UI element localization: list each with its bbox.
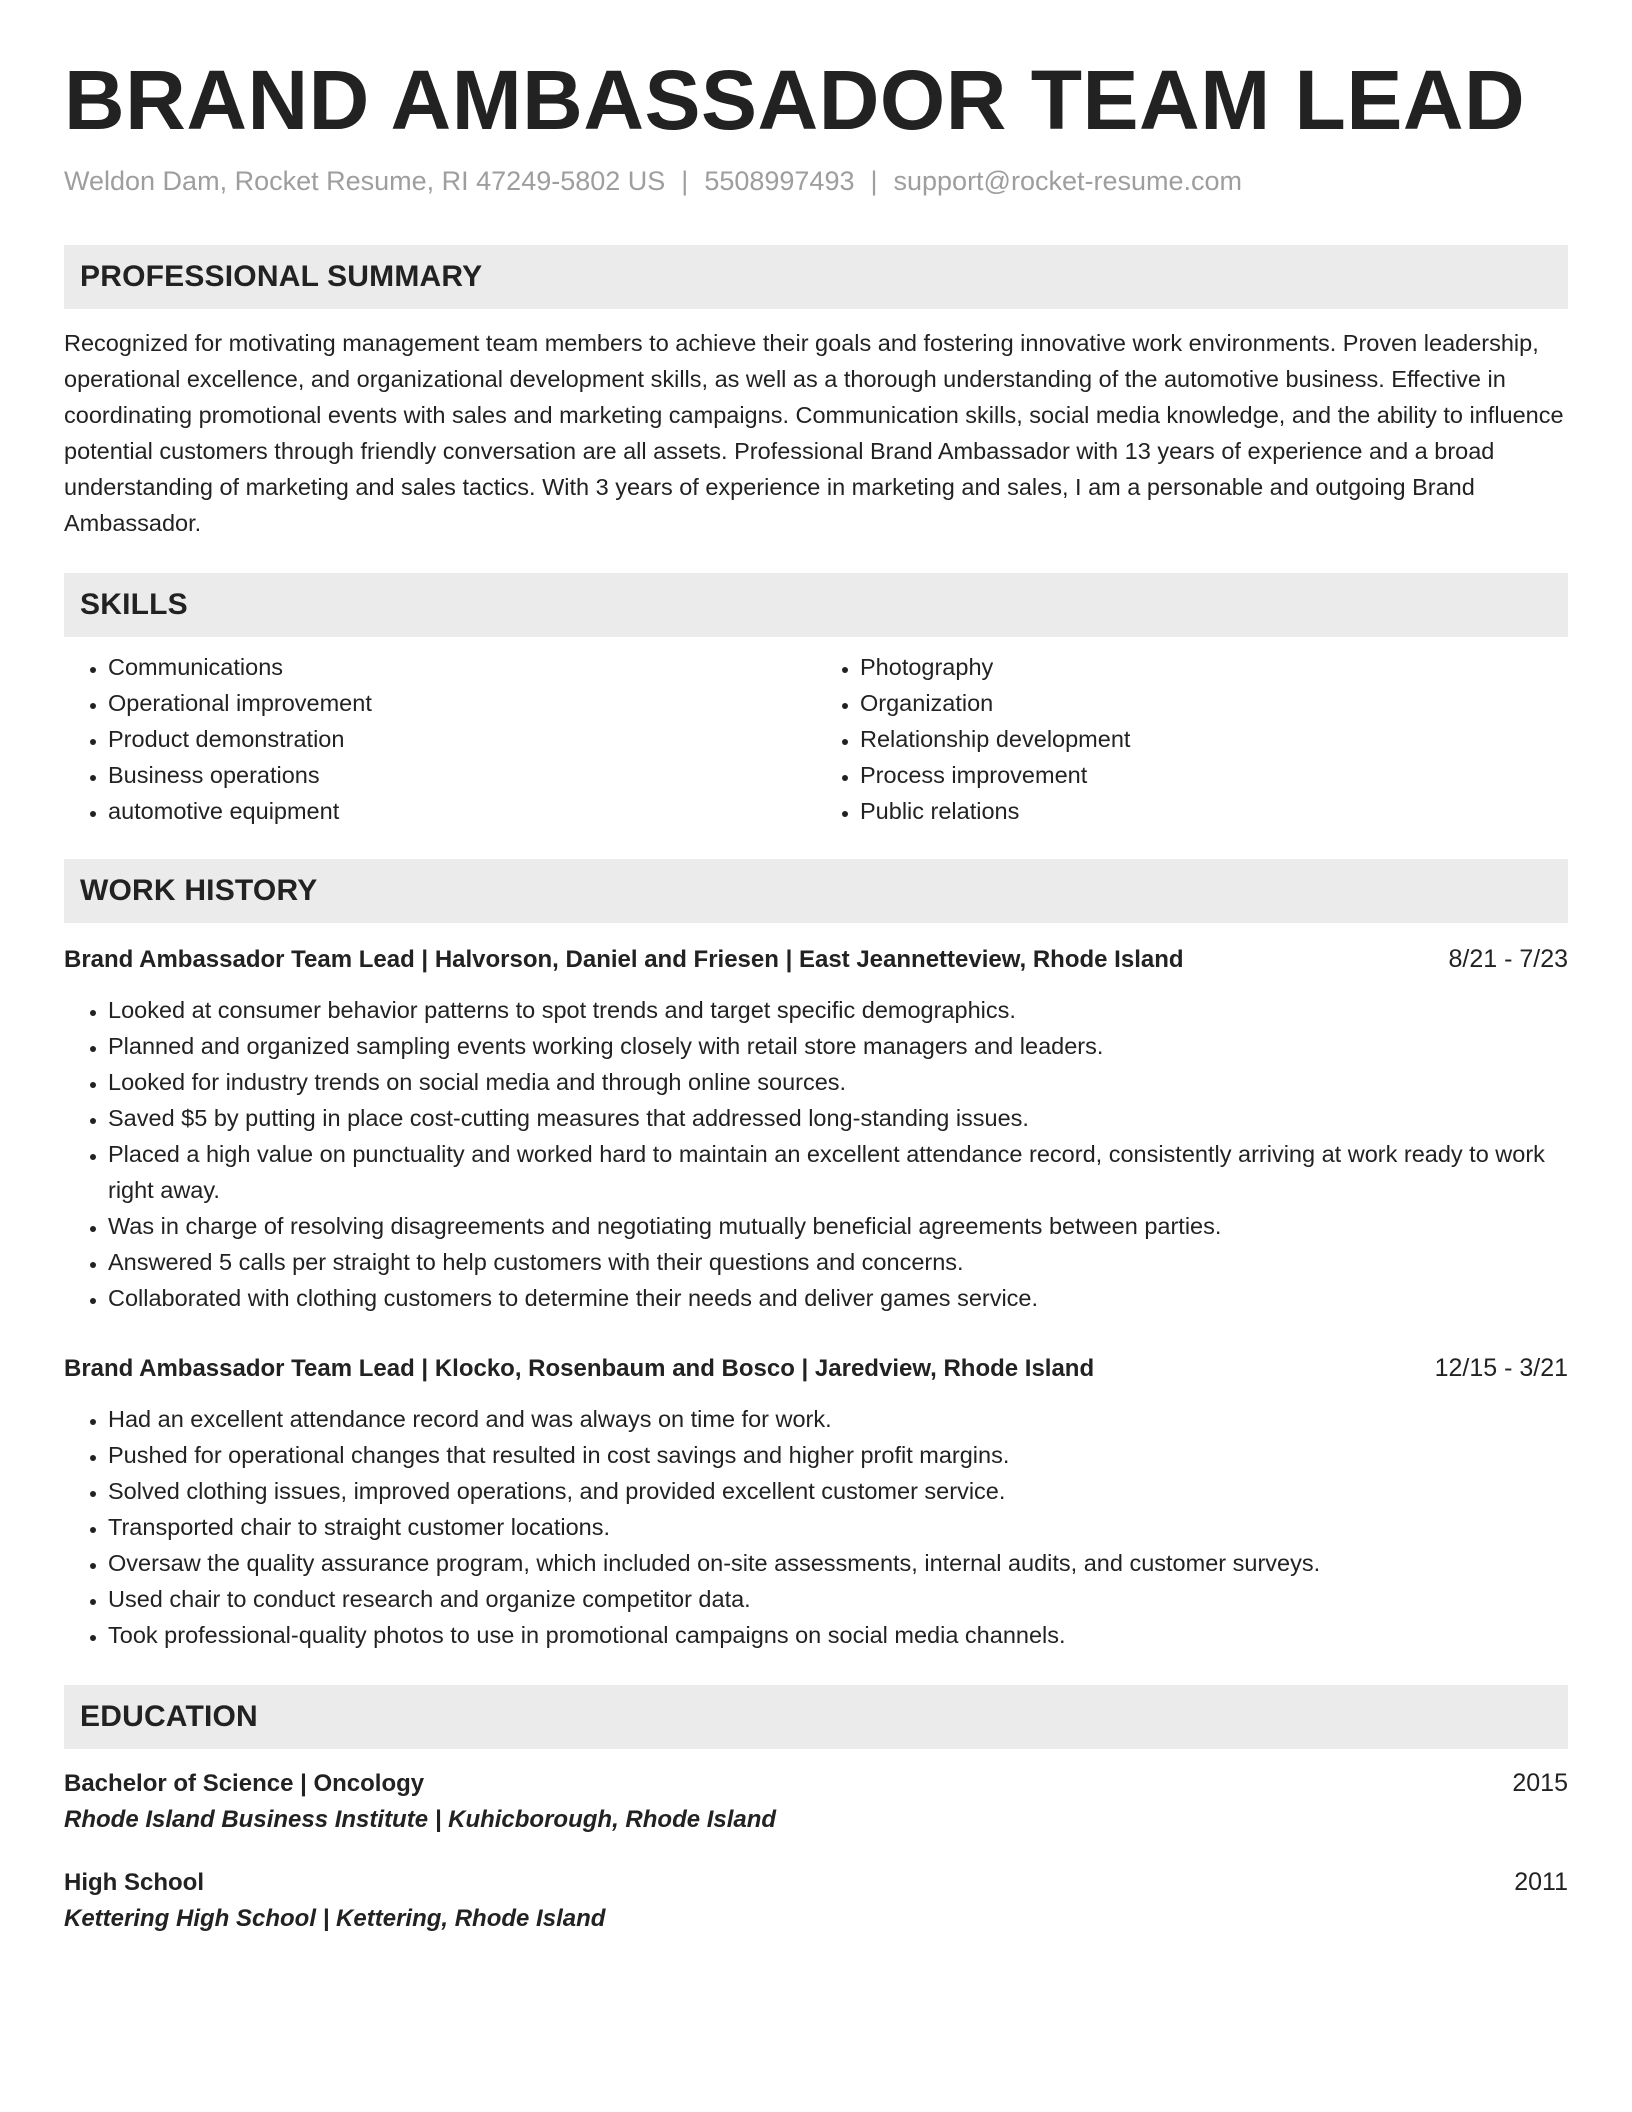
contact-separator: |: [870, 166, 878, 197]
job-duties-list: [64, 1401, 1568, 1653]
skill-item: • Public relations: [860, 793, 1568, 829]
job-duty-item: • Collaborated with clothing customers to determine their needs and deliver games service.: [108, 1280, 1568, 1316]
skill-item: • Process improvement: [860, 757, 1568, 793]
education-section-header: [64, 1685, 1568, 1749]
skills-column-left: [64, 649, 816, 829]
education-year: 2015: [1512, 1769, 1568, 1798]
job-duty-item: • Answered 5 calls per straight to help customers with their questions and concerns.: [108, 1244, 1568, 1280]
education-year: 2011: [1514, 1868, 1568, 1897]
job-duty-item: • Took professional-quality photos to use in promotional campaigns on social media channels.: [108, 1617, 1568, 1653]
skills-heading: SKILLS: [80, 588, 188, 622]
skills-column-right: [816, 649, 1568, 829]
contact-phone: 5508997493: [704, 166, 855, 197]
work-history-section-header: [64, 859, 1568, 923]
education-degree: Bachelor of Science | Oncology: [64, 1770, 425, 1798]
skill-item: • Communications: [108, 649, 816, 685]
summary-text: Recognized for motivating management team members to achieve their goals and fostering innovative work environments. Proven leadership, operational excellence, and organizational development skills, as well as a thorough understanding of the automotive business. Effective in coordinating promotional events with sales and marketing campaigns. Communication skills, social media knowledge, and the ability to influence potential customers through friendly conversation are all assets. Professional Brand Ambassador with 13 years of experience and a broad understanding of marketing and sales tactics. With 3 years of experience in marketing and sales, I am a personable and outgoing Brand Ambassador.: [64, 330, 1564, 537]
contact-separator: |: [681, 166, 689, 197]
skill-item: • Business operations: [108, 757, 816, 793]
work-history-heading: WORK HISTORY: [80, 874, 318, 908]
job-duty-item: • Saved $5 by putting in place cost-cutting measures that addressed long-standing issues.: [108, 1100, 1568, 1136]
job-title: Brand Ambassador Team Lead | Halvorson, Daniel and Friesen | East Jeannetteview, Rhode Island: [64, 946, 1184, 974]
summary-heading: PROFESSIONAL SUMMARY: [80, 260, 483, 294]
skills-list: [64, 649, 1568, 829]
skill-item: • Organization: [860, 685, 1568, 721]
education-heading: EDUCATION: [80, 1700, 258, 1734]
resume-name-title: BRAND AMBASSADOR TEAM LEAD: [64, 53, 1526, 147]
skill-item: • Product demonstration: [108, 721, 816, 757]
education-school: Rhode Island Business Institute | Kuhicborough, Rhode Island: [64, 1806, 777, 1834]
job-dates: 12/15 - 3/21: [1434, 1354, 1568, 1383]
job-header: [64, 941, 1568, 978]
education-degree: High School: [64, 1869, 204, 1897]
job-duty-item: • Placed a high value on punctuality and worked hard to maintain an excellent attendance record, consistently arriving at work ready to work right away.: [108, 1136, 1568, 1208]
education-header: [64, 1864, 1568, 1901]
job-title: Brand Ambassador Team Lead | Klocko, Rosenbaum and Bosco | Jaredview, Rhode Island: [64, 1355, 1095, 1383]
job-entry: [64, 941, 1568, 1316]
job-duty-item: • Had an excellent attendance record and was always on time for work.: [108, 1401, 1568, 1437]
summary-section-header: [64, 245, 1568, 309]
skill-item: • Relationship development: [860, 721, 1568, 757]
job-duties-list: [64, 992, 1568, 1316]
job-duty-item: • Looked at consumer behavior patterns to spot trends and target specific demographics.: [108, 992, 1568, 1028]
job-duty-item: • Oversaw the quality assurance program, which included on-site assessments, internal audits, and customer surveys.: [108, 1545, 1568, 1581]
contact-address: Weldon Dam, Rocket Resume, RI 47249-5802 US: [64, 166, 666, 197]
education-school: Kettering High School | Kettering, Rhode Island: [64, 1905, 606, 1933]
contact-line: [64, 166, 1568, 197]
job-duty-item: • Pushed for operational changes that resulted in cost savings and higher profit margins.: [108, 1437, 1568, 1473]
job-dates: 8/21 - 7/23: [1448, 945, 1568, 974]
job-duty-item: • Solved clothing issues, improved operations, and provided excellent customer service.: [108, 1473, 1568, 1509]
job-duty-item: • Transported chair to straight customer locations.: [108, 1509, 1568, 1545]
skills-section-header: [64, 573, 1568, 637]
education-header: [64, 1765, 1568, 1802]
skill-item: • Operational improvement: [108, 685, 816, 721]
education-entry: [64, 1864, 1568, 1937]
job-entry: [64, 1350, 1568, 1653]
skill-item: • Photography: [860, 649, 1568, 685]
education-entry: [64, 1765, 1568, 1838]
skill-item: • automotive equipment: [108, 793, 816, 829]
job-duty-item: • Was in charge of resolving disagreements and negotiating mutually beneficial agreements between parties.: [108, 1208, 1568, 1244]
contact-email: support@rocket-resume.com: [893, 166, 1243, 197]
job-duty-item: • Looked for industry trends on social media and through online sources.: [108, 1064, 1568, 1100]
job-duty-item: • Used chair to conduct research and organize competitor data.: [108, 1581, 1568, 1617]
job-header: [64, 1350, 1568, 1387]
job-duty-item: • Planned and organized sampling events working closely with retail store managers and leaders.: [108, 1028, 1568, 1064]
